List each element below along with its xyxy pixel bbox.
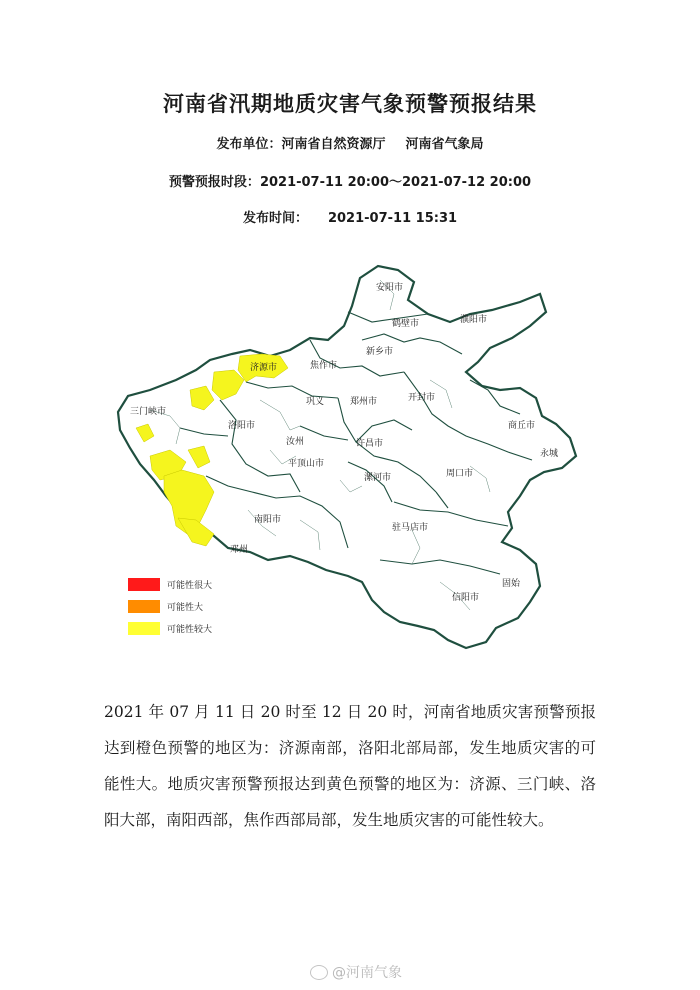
- henan-map-svg: [0, 230, 700, 670]
- city-label: 焦作市: [310, 361, 338, 371]
- warning-paragraph: 2021 年 07 月 11 日 20 时至 12 日 20 时，河南省地质灾害预警预报达到橙色预警的地区为：济源南部，洛阳北部局部，发生地质灾害的可能性大。地质灾害预警预报达到黄色预警的地区为：济源、三门峡、洛阳大部，南阳西部，焦作西部局部，发生地质灾害的可能性较大。: [104, 703, 596, 829]
- city-label: 开封市: [408, 393, 436, 403]
- city-label: 濮阳市: [460, 315, 488, 325]
- legend-label-very-high: 可能性很大: [167, 581, 213, 591]
- weibo-icon: [310, 965, 328, 980]
- issue-time-value: 2021-07-11 15:31: [327, 211, 458, 226]
- city-label: 许昌市: [356, 439, 384, 449]
- city-label: 信阳市: [452, 593, 480, 603]
- legend-swatch-very-high: [128, 578, 160, 591]
- publisher-label: 发布单位：: [216, 137, 282, 152]
- city-label: 平顶山市: [288, 459, 325, 469]
- city-label: 安阳市: [376, 283, 404, 293]
- city-label: 鹤壁市: [392, 319, 420, 329]
- warning-map: [0, 230, 700, 670]
- city-label: 驻马店市: [392, 523, 429, 533]
- period-line: [0, 171, 700, 190]
- city-label: 新乡市: [366, 347, 394, 357]
- legend-label-high: 可能性大: [167, 603, 204, 613]
- issue-time-line: [0, 207, 700, 226]
- period-value: 2021-07-11 20:00～2021-07-12 20:00: [259, 175, 532, 190]
- city-label: 洛阳市: [228, 421, 256, 431]
- legend-swatch-moderate: [128, 622, 160, 635]
- city-label: 周口市: [446, 469, 474, 479]
- city-label: 固始: [502, 579, 521, 589]
- city-label: 郑州市: [350, 397, 378, 407]
- city-label: 济源市: [250, 363, 278, 373]
- city-label: 南阳市: [254, 515, 282, 525]
- period-label: 预警预报时段：: [168, 175, 260, 190]
- warning-description: [104, 694, 596, 838]
- publisher-org1: 河南省自然资源厅: [281, 137, 386, 152]
- legend-swatch-high: [128, 600, 160, 613]
- publisher-org2: 河南省气象局: [405, 137, 484, 152]
- publisher-line: [0, 133, 700, 152]
- city-label: 汝州: [286, 437, 305, 447]
- issue-time-label: 发布时间：: [242, 211, 308, 226]
- city-label: 漯河市: [364, 473, 392, 483]
- map-legend: [128, 578, 212, 635]
- city-label: 三门峡市: [130, 407, 167, 417]
- watermark-text: @河南气象: [332, 965, 402, 981]
- weibo-watermark: [310, 962, 402, 982]
- city-label: 邓州: [230, 545, 249, 555]
- city-label: 永城: [540, 449, 559, 459]
- city-label: 巩义: [306, 397, 325, 407]
- legend-label-moderate: 可能性较大: [167, 625, 213, 635]
- city-label: 商丘市: [508, 421, 536, 431]
- page-title: 河南省汛期地质灾害气象预警预报结果: [163, 92, 537, 116]
